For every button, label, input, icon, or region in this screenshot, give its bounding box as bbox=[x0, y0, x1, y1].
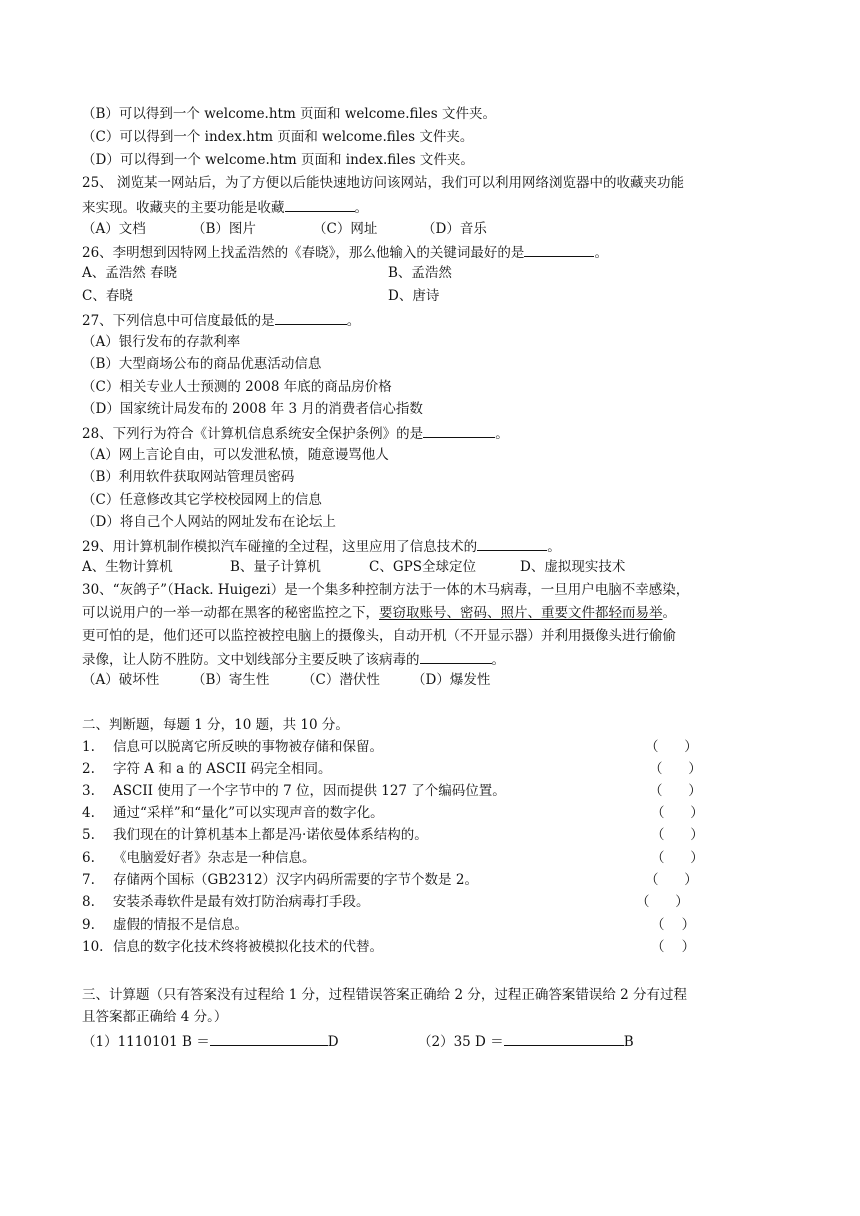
tf-num: 4. bbox=[82, 805, 95, 821]
answer-blank[interactable] bbox=[504, 1031, 624, 1046]
tf-text: 字符 A 和 a 的 ASCII 码完全相同。 bbox=[113, 761, 332, 777]
q25-stem-line2 bbox=[82, 197, 368, 217]
q29-stem-end: 。 bbox=[547, 539, 561, 555]
option-c: （C）可以得到一个 index.htm 页面和 welcome.files 文件夹。 bbox=[82, 129, 474, 145]
q26-option-a: A、孟浩然 春晓 bbox=[82, 265, 178, 281]
tf-num: 5. bbox=[82, 827, 95, 843]
answer-blank[interactable] bbox=[423, 423, 495, 438]
q29-option-b: B、量子计算机 bbox=[230, 559, 321, 575]
option-d: （D）可以得到一个 welcome.htm 页面和 index.files 文件夹。 bbox=[82, 152, 474, 168]
q29-stem bbox=[82, 536, 561, 556]
q25-option-c: （C）网址 bbox=[313, 221, 378, 237]
q30-line4-text: 录像，让人防不胜防。文中划线部分主要反映了该病毒的 bbox=[82, 652, 420, 668]
q30-line2-end: 。 bbox=[662, 605, 676, 621]
q25-stem-line1: 25、 浏览某一网站后，为了方便以后能快速地访问该网站，我们可以利用网络浏览器中的收藏夹功能 bbox=[82, 175, 684, 191]
answer-blank[interactable] bbox=[420, 649, 492, 664]
tf-answer-paren[interactable]: （ ） bbox=[651, 850, 704, 866]
tf-num: 10. bbox=[82, 939, 104, 955]
q30-line2 bbox=[82, 604, 676, 622]
tf-answer-paren[interactable]: （ ） bbox=[645, 739, 698, 755]
tf-answer-paren[interactable]: （ ） bbox=[651, 939, 696, 955]
q28-option-b: （B）利用软件获取网站管理员密码 bbox=[82, 469, 295, 485]
calc-q2 bbox=[418, 1031, 634, 1051]
q28-stem-end: 。 bbox=[495, 426, 509, 442]
answer-blank[interactable] bbox=[210, 1031, 328, 1046]
section3-title-line2: 且答案都正确给 4 分。） bbox=[82, 1009, 228, 1025]
tf-answer-paren[interactable]: （ ） bbox=[636, 894, 689, 910]
tf-num: 7. bbox=[82, 872, 95, 888]
q25-option-a: （A）文档 bbox=[82, 221, 146, 237]
q30-underlined-text: 要窃取账号、密码、照片、重要文件都轻而易举 bbox=[379, 605, 663, 621]
q29-stem-text: 29、用计算机制作模拟汽车碰撞的全过程，这里应用了信息技术的 bbox=[82, 539, 478, 555]
tf-answer-paren[interactable]: （ ） bbox=[651, 827, 704, 843]
tf-text: 安装杀毒软件是最有效打防治病毒打手段。 bbox=[113, 894, 370, 910]
tf-num: 6. bbox=[82, 850, 95, 866]
tf-answer-paren[interactable]: （ ） bbox=[649, 761, 702, 777]
q27-option-d: （D）国家统计局发布的 2008 年 3 月的消费者信心指数 bbox=[82, 401, 423, 417]
q27-stem-end: 。 bbox=[346, 313, 361, 329]
q30-line4-end: 。 bbox=[491, 652, 505, 668]
q27-stem-text: 27、下列信息中可信度最低的是 bbox=[82, 313, 275, 329]
calc-q1 bbox=[82, 1031, 339, 1051]
answer-blank[interactable] bbox=[524, 242, 594, 257]
q29-option-c: C、GPS全球定位 bbox=[369, 559, 476, 575]
q26-stem-end: 。 bbox=[594, 245, 608, 261]
answer-blank[interactable] bbox=[477, 536, 547, 551]
calc-q1-suffix: D bbox=[327, 1034, 339, 1050]
tf-answer-paren[interactable]: （ ） bbox=[645, 872, 698, 888]
tf-text: ASCII 使用了一个字节中的 7 位，因而提供 127 了个编码位置。 bbox=[113, 783, 506, 799]
q25-stem-end: 。 bbox=[354, 200, 368, 216]
section3-title-line1: 三、计算题（只有答案没有过程给 1 分，过程错误答案正确给 2 分，过程正确答案错误给 2 分有过程 bbox=[82, 987, 688, 1003]
q26-stem-text: 26、李明想到因特网上找孟浩然的《春晓》，那么他输入的关键词最好的是 bbox=[82, 245, 525, 261]
answer-blank[interactable] bbox=[275, 310, 347, 325]
tf-num: 2. bbox=[82, 761, 95, 777]
q30-option-a: （A）破坏性 bbox=[82, 672, 160, 688]
q26-stem bbox=[82, 242, 608, 262]
q28-option-c: （C）任意修改其它学校校园网上的信息 bbox=[82, 492, 322, 508]
q27-stem bbox=[82, 310, 360, 330]
q26-option-d: D、唐诗 bbox=[388, 288, 440, 304]
q30-line2-start: 可以说用户的一举一动都在黑客的秘密监控之下， bbox=[82, 605, 379, 621]
q29-option-d: D、虚拟现实技术 bbox=[520, 559, 626, 575]
q28-stem-text: 28、下列行为符合《计算机信息系统安全保护条例》的是 bbox=[82, 426, 424, 442]
tf-answer-paren[interactable]: （ ） bbox=[649, 783, 702, 799]
q26-option-c: C、春晓 bbox=[82, 288, 133, 304]
answer-blank[interactable] bbox=[285, 197, 355, 212]
tf-num: 1. bbox=[82, 739, 95, 755]
q29-option-a: A、生物计算机 bbox=[82, 559, 173, 575]
q28-option-d: （D）将自己个人网站的网址发布在论坛上 bbox=[82, 514, 336, 530]
calc-q2-suffix: B bbox=[623, 1034, 634, 1050]
q30-option-d: （D）爆发性 bbox=[412, 672, 491, 688]
q30-line1: 30、“灰鸽子”（Hack. Huigezi）是一个集多种控制方法于一体的木马病毒，一旦用户电脑不幸感染， bbox=[82, 582, 690, 598]
tf-text: 我们现在的计算机基本上都是冯·诺依曼体系结构的。 bbox=[113, 827, 428, 843]
q25-option-d: （D）音乐 bbox=[422, 221, 487, 237]
tf-num: 3. bbox=[82, 783, 95, 799]
q30-line4 bbox=[82, 649, 505, 669]
q30-option-c: （C）潜伏性 bbox=[302, 672, 380, 688]
tf-answer-paren[interactable]: （ ） bbox=[651, 805, 704, 821]
q25-option-b: （B）图片 bbox=[192, 221, 256, 237]
q30-option-b: （B）寄生性 bbox=[192, 672, 270, 688]
tf-text: 信息的数字化技术终将被模拟化技术的代替。 bbox=[113, 939, 383, 955]
tf-text: 《电脑爱好者》杂志是一种信息。 bbox=[113, 850, 316, 866]
tf-text: 通过“采样”和“量化”可以实现声音的数字化。 bbox=[113, 805, 384, 821]
tf-text: 虚假的情报不是信息。 bbox=[113, 917, 248, 933]
q27-option-a: （A）银行发布的存款利率 bbox=[82, 334, 241, 350]
calc-q1-prefix: （1）1110101 B ＝ bbox=[82, 1034, 210, 1050]
tf-text: 信息可以脱离它所反映的事物被存储和保留。 bbox=[113, 739, 383, 755]
tf-answer-paren[interactable]: （ ） bbox=[651, 917, 696, 933]
q27-option-b: （B）大型商场公布的商品优惠活动信息 bbox=[82, 356, 322, 372]
option-b: （B）可以得到一个 welcome.htm 页面和 welcome.files 文件夹。 bbox=[82, 106, 497, 122]
q25-stem-text: 来实现。收藏夹的主要功能是收藏 bbox=[82, 200, 285, 216]
section2-title: 二、判断题，每题 1 分，10 题，共 10 分。 bbox=[82, 717, 349, 733]
calc-q2-prefix: （2）35 D ＝ bbox=[418, 1034, 504, 1050]
q30-line3: 更可怕的是，他们还可以监控被控电脑上的摄像头，自动开机（不开显示器）并利用摄像头进行偷偷 bbox=[82, 628, 676, 644]
q28-option-a: （A）网上言论自由，可以发泄私愤，随意谩骂他人 bbox=[82, 447, 389, 463]
tf-text: 存储两个国标（GB2312）汉字内码所需要的字节个数是 2。 bbox=[113, 872, 478, 888]
tf-num: 8. bbox=[82, 894, 95, 910]
q27-option-c: （C）相关专业人士预测的 2008 年底的商品房价格 bbox=[82, 379, 392, 395]
tf-num: 9. bbox=[82, 917, 95, 933]
q28-stem bbox=[82, 423, 509, 443]
q26-option-b: B、孟浩然 bbox=[388, 265, 452, 281]
